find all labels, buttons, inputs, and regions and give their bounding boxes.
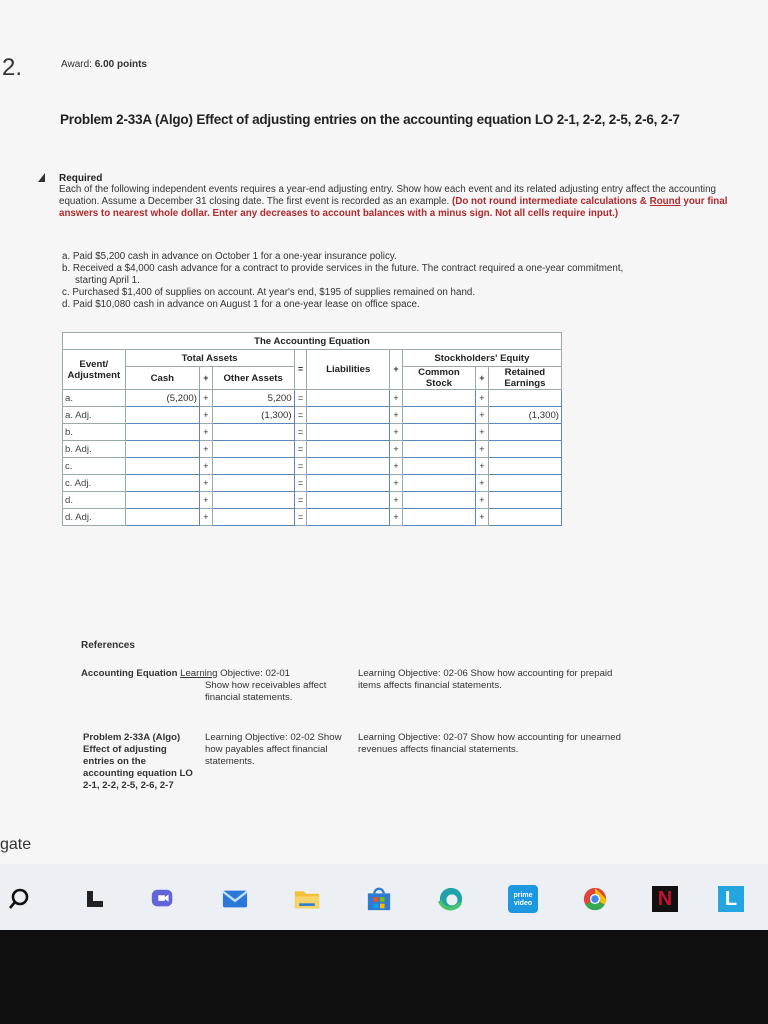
ref-objective-02-01: Objective: 02-01: [220, 668, 291, 679]
plus-operator: +: [390, 492, 403, 509]
liabilities-input[interactable]: [307, 458, 390, 475]
chrome-icon[interactable]: [582, 886, 608, 912]
windows-taskbar: [0, 864, 768, 930]
row-label: a.: [63, 390, 126, 407]
plus-operator: +: [199, 390, 212, 407]
plus-operator: +: [199, 441, 212, 458]
ref-accounting-equation[interactable]: Accounting Equation: [81, 668, 178, 679]
table-row: [63, 492, 562, 509]
liabilities-input[interactable]: [307, 492, 390, 509]
plus-header: +: [199, 367, 212, 390]
app-l-letter: L: [718, 886, 744, 912]
plus-operator: +: [476, 407, 489, 424]
row-label: d. Adj.: [63, 509, 126, 526]
common-stock-input[interactable]: [402, 509, 475, 526]
plus-operator: +: [476, 390, 489, 407]
accounting-equation-table: [62, 332, 562, 526]
common-stock-input[interactable]: [402, 441, 475, 458]
search-icon[interactable]: [6, 886, 32, 912]
cash-input[interactable]: (5,200): [125, 390, 199, 407]
required-instructions: [59, 184, 739, 220]
other-assets-input[interactable]: [212, 509, 294, 526]
reference-learning-objective-02-07[interactable]: Learning Objective: 02-07 Show how accounting for unearned revenues affects financial statements.: [358, 732, 621, 755]
award-label: Award:: [61, 59, 92, 70]
common-stock-input[interactable]: [402, 458, 475, 475]
reference-learning-objective-02-01[interactable]: [81, 668, 351, 704]
col-retained-earnings: Retained Earnings: [488, 367, 561, 390]
required-heading: Required: [59, 173, 103, 184]
liabilities-input[interactable]: [307, 424, 390, 441]
equals-operator: =: [294, 475, 307, 492]
microsoft-store-icon[interactable]: [366, 886, 392, 912]
edge-browser-icon[interactable]: [438, 886, 464, 912]
table-row: [63, 407, 562, 424]
retained-earnings-input[interactable]: [488, 458, 561, 475]
sidebar-gate-label[interactable]: gate: [0, 836, 32, 853]
prime-video-label-bottom: video: [513, 900, 533, 907]
common-stock-input[interactable]: [402, 390, 475, 407]
row-label: b.: [63, 424, 126, 441]
table-row: [63, 509, 562, 526]
task-view-icon[interactable]: [82, 886, 108, 912]
equals-header: =: [294, 350, 307, 390]
teams-chat-icon[interactable]: [150, 886, 176, 912]
award-value: 6.00 points: [94, 59, 147, 70]
retained-earnings-input[interactable]: [488, 492, 561, 509]
table-body: [63, 390, 562, 526]
row-label: c.: [63, 458, 126, 475]
plus-operator: +: [476, 492, 489, 509]
common-stock-input[interactable]: [402, 475, 475, 492]
plus-operator: +: [390, 441, 403, 458]
prime-video-icon[interactable]: [508, 886, 538, 912]
cash-input[interactable]: [125, 509, 199, 526]
equals-operator: =: [294, 458, 307, 475]
plus-operator: +: [199, 407, 212, 424]
reference-problem-2-33a[interactable]: Problem 2-33A (Algo) Effect of adjusting entries on the accounting equation LO 2-1, 2-2, 2-5, 2-6, 2-7: [83, 732, 193, 791]
reference-learning-objective-02-06[interactable]: Learning Objective: 02-06 Show how accounting for prepaid items affects financial statements.: [358, 668, 613, 691]
header-stockholders-equity: Stockholders' Equity: [402, 350, 561, 367]
plus-operator: +: [390, 509, 403, 526]
event-b: b. Received a $4,000 cash advance for a contract to provide services in the future. The contract required a one-year commitment,: [62, 263, 624, 274]
plus-operator: +: [199, 509, 212, 526]
retained-earnings-input[interactable]: [488, 390, 561, 407]
plus-operator: +: [390, 424, 403, 441]
row-label: c. Adj.: [63, 475, 126, 492]
table-row: [63, 424, 562, 441]
mail-icon[interactable]: [222, 886, 248, 912]
ref-02-01-description: Show how receivables affect financial statements.: [205, 680, 327, 703]
required-note-b: your final answers to nearest whole dollar. Enter any decreases to account balances with a minus sign. Not all cells require input.): [59, 196, 728, 219]
plus-operator: +: [476, 509, 489, 526]
plus-operator: +: [476, 441, 489, 458]
problem-title: Problem 2-33A (Algo) Effect of adjusting entries on the accounting equation LO 2-1, 2-2, 2-5, 2-6, 2-7: [60, 112, 680, 127]
liabilities-input[interactable]: [307, 407, 390, 424]
plus-operator: +: [390, 390, 403, 407]
equals-operator: =: [294, 509, 307, 526]
other-assets-input[interactable]: (1,300): [212, 407, 294, 424]
required-text: Each of the following independent events requires a year-end adjusting entry. Show how each event and its related adjusting entry affect the accounting equation. Assume a December 31 closing date. The first event is recorded as an example.: [59, 184, 716, 207]
table-row: [63, 390, 562, 407]
netflix-icon[interactable]: [652, 886, 678, 912]
table-row: [63, 458, 562, 475]
col-cash: Cash: [125, 367, 199, 390]
plus-operator: +: [476, 475, 489, 492]
question-number: 2.: [2, 54, 23, 81]
other-assets-input[interactable]: [212, 458, 294, 475]
common-stock-input[interactable]: [402, 492, 475, 509]
app-l-icon[interactable]: [718, 886, 744, 912]
prime-video-label-top: prime: [513, 892, 533, 899]
cash-input[interactable]: [125, 492, 199, 509]
other-assets-input[interactable]: [212, 475, 294, 492]
col-event-adjustment: Event/ Adjustment: [63, 350, 126, 390]
equals-operator: =: [294, 492, 307, 509]
other-assets-input[interactable]: [212, 492, 294, 509]
table-row: [63, 475, 562, 492]
common-stock-input[interactable]: [402, 424, 475, 441]
plus-header: +: [476, 367, 489, 390]
plus-header: +: [390, 350, 403, 390]
equals-operator: =: [294, 424, 307, 441]
plus-operator: +: [390, 458, 403, 475]
liabilities-input[interactable]: [307, 475, 390, 492]
col-liabilities: Liabilities: [307, 350, 390, 390]
common-stock-input[interactable]: [402, 407, 475, 424]
ref-learning-link[interactable]: Learning: [180, 668, 218, 679]
equals-operator: =: [294, 441, 307, 458]
table-row: [63, 441, 562, 458]
liabilities-input[interactable]: [307, 509, 390, 526]
other-assets-input[interactable]: 5,200: [212, 390, 294, 407]
reference-learning-objective-02-02[interactable]: Learning Objective: 02-02 Show how payables affect financial statements.: [205, 732, 342, 767]
equals-operator: =: [294, 407, 307, 424]
references-heading: References: [81, 640, 135, 651]
plus-operator: +: [390, 475, 403, 492]
file-explorer-icon[interactable]: [294, 886, 320, 912]
plus-operator: +: [476, 424, 489, 441]
row-label: b. Adj.: [63, 441, 126, 458]
plus-operator: +: [199, 458, 212, 475]
award-line: [61, 59, 147, 70]
header-total-assets: Total Assets: [125, 350, 294, 367]
retained-earnings-input[interactable]: (1,300): [488, 407, 561, 424]
netflix-letter: N: [652, 886, 678, 912]
cash-input[interactable]: [125, 441, 199, 458]
plus-operator: +: [390, 407, 403, 424]
plus-operator: +: [476, 458, 489, 475]
liabilities-input[interactable]: [307, 390, 390, 407]
required-note-a: (Do not round intermediate calculations &: [452, 196, 647, 207]
liabilities-input[interactable]: [307, 441, 390, 458]
table-title: The Accounting Equation: [63, 333, 562, 350]
col-other-assets: Other Assets: [212, 367, 294, 390]
event-d: d. Paid $10,080 cash in advance on August 1 for a one-year lease on office space.: [62, 299, 420, 310]
retained-earnings-input[interactable]: [488, 424, 561, 441]
other-assets-input[interactable]: [212, 441, 294, 458]
cash-input[interactable]: [125, 458, 199, 475]
required-note-round[interactable]: Round: [649, 196, 681, 207]
col-common-stock: Common Stock: [402, 367, 475, 390]
other-assets-input[interactable]: [212, 424, 294, 441]
row-label: d.: [63, 492, 126, 509]
cash-input[interactable]: [125, 407, 199, 424]
cash-input[interactable]: [125, 475, 199, 492]
event-a: a. Paid $5,200 cash in advance on October 1 for a one-year insurance policy.: [62, 251, 397, 262]
retained-earnings-input[interactable]: [488, 441, 561, 458]
equals-operator: =: [294, 390, 307, 407]
event-b-continued: starting April 1.: [75, 275, 140, 286]
cash-input[interactable]: [125, 424, 199, 441]
plus-operator: +: [199, 424, 212, 441]
retained-earnings-input[interactable]: [488, 475, 561, 492]
retained-earnings-input[interactable]: [488, 509, 561, 526]
event-c: c. Purchased $1,400 of supplies on account. At year's end, $195 of supplies remained on hand.: [62, 287, 476, 298]
plus-operator: +: [199, 492, 212, 509]
collapse-triangle-icon[interactable]: [38, 173, 45, 182]
plus-operator: +: [199, 475, 212, 492]
row-label: a. Adj.: [63, 407, 126, 424]
monitor-bezel: [0, 930, 768, 1024]
event-list: [62, 251, 722, 311]
